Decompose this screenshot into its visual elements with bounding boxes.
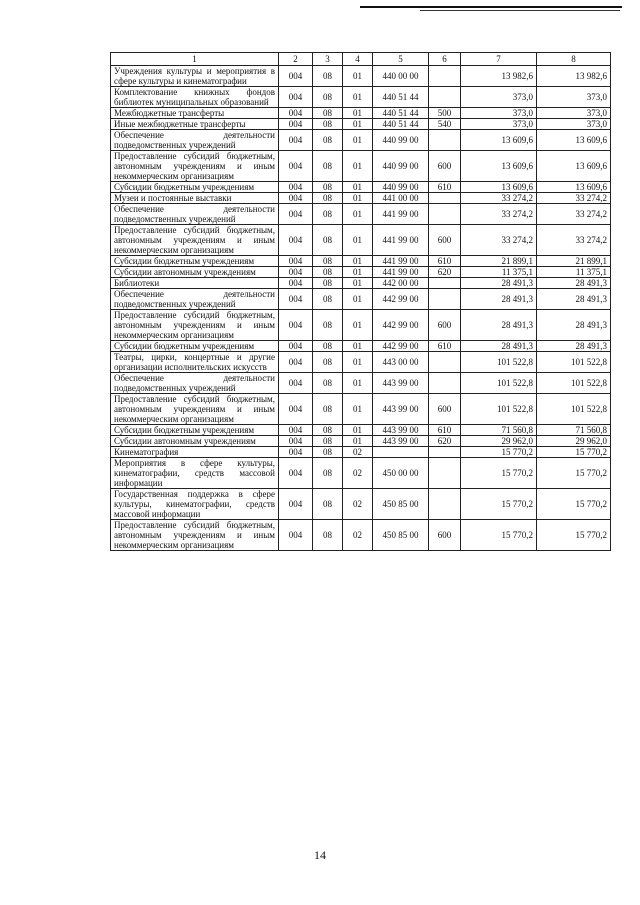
expense-type-cell: 600 [429, 225, 461, 256]
amount-cell: 28 491,3 [461, 341, 537, 352]
row-name: Субсидии бюджетным учреждениям [111, 341, 279, 352]
table-row [111, 310, 611, 341]
section-cell: 08 [313, 225, 343, 256]
code-cell: 004 [279, 256, 313, 267]
subsection-cell: 02 [343, 489, 373, 520]
target-article-cell: 440 51 44 [373, 87, 429, 108]
column-header: 8 [537, 53, 611, 66]
subsection-cell: 01 [343, 289, 373, 310]
target-article-cell: 442 99 00 [373, 310, 429, 341]
section-cell: 08 [313, 520, 343, 551]
row-name: Предоставление субсидий бюджетным, автономным учреждениям и иным некоммерческим организациям [111, 394, 279, 425]
expense-type-cell: 500 [429, 108, 461, 119]
expense-type-cell: 600 [429, 520, 461, 551]
amount-cell: 33 274,2 [461, 204, 537, 225]
subsection-cell: 01 [343, 119, 373, 130]
target-article-cell: 441 00 00 [373, 193, 429, 204]
target-article-cell: 441 99 00 [373, 204, 429, 225]
amount-cell: 13 982,6 [461, 66, 537, 87]
amount-cell: 373,0 [537, 108, 611, 119]
table-row [111, 489, 611, 520]
subsection-cell: 01 [343, 267, 373, 278]
expense-type-cell [429, 447, 461, 458]
amount-cell: 28 491,3 [461, 278, 537, 289]
row-name: Комплектование книжных фондов библиотек муниципальных образований [111, 87, 279, 108]
page-number: 14 [314, 848, 326, 862]
amount-cell: 28 491,3 [537, 289, 611, 310]
amount-cell: 373,0 [537, 87, 611, 108]
amount-cell: 33 274,2 [537, 225, 611, 256]
amount-cell: 33 274,2 [537, 204, 611, 225]
row-name: Иные межбюджетные трансферты [111, 119, 279, 130]
code-cell: 004 [279, 310, 313, 341]
code-cell: 004 [279, 447, 313, 458]
table-row [111, 373, 611, 394]
amount-cell: 71 560,8 [461, 425, 537, 436]
code-cell: 004 [279, 66, 313, 87]
subsection-cell: 01 [343, 130, 373, 151]
row-name: Обеспечение деятельности подведомственных учреждений [111, 373, 279, 394]
subsection-cell: 01 [343, 87, 373, 108]
section-cell: 08 [313, 278, 343, 289]
amount-cell: 33 274,2 [537, 193, 611, 204]
expense-type-cell [429, 66, 461, 87]
section-cell: 08 [313, 436, 343, 447]
code-cell: 004 [279, 520, 313, 551]
row-name: Кинематография [111, 447, 279, 458]
subsection-cell: 01 [343, 225, 373, 256]
table-row [111, 66, 611, 87]
target-article-cell: 443 99 00 [373, 436, 429, 447]
expense-type-cell [429, 130, 461, 151]
row-name: Предоставление субсидий бюджетным, автономным учреждениям и иным некоммерческим организациям [111, 310, 279, 341]
expense-type-cell [429, 458, 461, 489]
target-article-cell: 440 99 00 [373, 182, 429, 193]
code-cell: 004 [279, 204, 313, 225]
expense-type-cell [429, 373, 461, 394]
row-name: Предоставление субсидий бюджетным, автономным учреждениям и иным некоммерческим организациям [111, 225, 279, 256]
section-cell: 08 [313, 182, 343, 193]
subsection-cell: 01 [343, 373, 373, 394]
target-article-cell: 440 99 00 [373, 130, 429, 151]
amount-cell: 13 609,6 [537, 182, 611, 193]
section-cell: 08 [313, 310, 343, 341]
table-row [111, 458, 611, 489]
section-cell: 08 [313, 193, 343, 204]
row-name: Межбюджетные трансферты [111, 108, 279, 119]
row-name: Библиотеки [111, 278, 279, 289]
target-article-cell: 443 99 00 [373, 394, 429, 425]
expense-type-cell [429, 87, 461, 108]
target-article-cell [373, 447, 429, 458]
table-row [111, 182, 611, 193]
amount-cell: 15 770,2 [461, 458, 537, 489]
amount-cell: 21 899,1 [537, 256, 611, 267]
table-row [111, 225, 611, 256]
table-row [111, 436, 611, 447]
table-row [111, 130, 611, 151]
amount-cell: 101 522,8 [537, 352, 611, 373]
amount-cell: 29 962,0 [461, 436, 537, 447]
expense-type-cell: 610 [429, 256, 461, 267]
subsection-cell: 01 [343, 352, 373, 373]
table-body [111, 66, 611, 551]
section-cell: 08 [313, 425, 343, 436]
amount-cell: 15 770,2 [537, 458, 611, 489]
subsection-cell: 01 [343, 108, 373, 119]
table-row [111, 119, 611, 130]
subsection-cell: 01 [343, 425, 373, 436]
subsection-cell: 01 [343, 204, 373, 225]
table-row [111, 341, 611, 352]
row-name: Обеспечение деятельности подведомственных учреждений [111, 289, 279, 310]
target-article-cell: 441 99 00 [373, 225, 429, 256]
code-cell: 004 [279, 193, 313, 204]
column-header: 1 [111, 53, 279, 66]
code-cell: 004 [279, 341, 313, 352]
section-cell: 08 [313, 87, 343, 108]
amount-cell: 101 522,8 [461, 352, 537, 373]
subsection-cell: 01 [343, 66, 373, 87]
amount-cell: 101 522,8 [537, 373, 611, 394]
expense-type-cell: 600 [429, 310, 461, 341]
target-article-cell: 442 99 00 [373, 341, 429, 352]
target-article-cell: 450 85 00 [373, 520, 429, 551]
target-article-cell: 443 99 00 [373, 425, 429, 436]
subsection-cell: 01 [343, 436, 373, 447]
amount-cell: 15 770,2 [537, 489, 611, 520]
table-row [111, 352, 611, 373]
amount-cell: 11 375,1 [461, 267, 537, 278]
target-article-cell: 450 00 00 [373, 458, 429, 489]
expense-type-cell: 600 [429, 394, 461, 425]
subsection-cell: 02 [343, 458, 373, 489]
table-row [111, 193, 611, 204]
subsection-cell: 02 [343, 520, 373, 551]
row-name: Субсидии автономным учреждениям [111, 267, 279, 278]
row-name: Предоставление субсидий бюджетным, автономным учреждениям и иным некоммерческим организациям [111, 520, 279, 551]
code-cell: 004 [279, 130, 313, 151]
section-cell: 08 [313, 352, 343, 373]
target-article-cell: 442 00 00 [373, 278, 429, 289]
table-row [111, 278, 611, 289]
column-header: 6 [429, 53, 461, 66]
target-article-cell: 442 99 00 [373, 289, 429, 310]
amount-cell: 101 522,8 [537, 394, 611, 425]
amount-cell: 28 491,3 [461, 310, 537, 341]
column-header: 4 [343, 53, 373, 66]
column-header: 2 [279, 53, 313, 66]
section-cell: 08 [313, 394, 343, 425]
amount-cell: 28 491,3 [537, 341, 611, 352]
expense-type-cell [429, 352, 461, 373]
amount-cell: 15 770,2 [537, 447, 611, 458]
expense-type-cell [429, 278, 461, 289]
subsection-cell: 01 [343, 341, 373, 352]
code-cell: 004 [279, 87, 313, 108]
amount-cell: 373,0 [461, 87, 537, 108]
section-cell: 08 [313, 256, 343, 267]
subsection-cell: 02 [343, 447, 373, 458]
code-cell: 004 [279, 394, 313, 425]
target-article-cell: 441 99 00 [373, 256, 429, 267]
amount-cell: 21 899,1 [461, 256, 537, 267]
expense-type-cell: 620 [429, 436, 461, 447]
section-cell: 08 [313, 489, 343, 520]
section-cell: 08 [313, 447, 343, 458]
code-cell: 004 [279, 119, 313, 130]
code-cell: 004 [279, 425, 313, 436]
budget-table [110, 52, 611, 551]
table-row [111, 425, 611, 436]
table-row [111, 520, 611, 551]
expense-type-cell: 610 [429, 341, 461, 352]
section-cell: 08 [313, 289, 343, 310]
amount-cell: 11 375,1 [537, 267, 611, 278]
code-cell: 004 [279, 436, 313, 447]
row-name: Обеспечение деятельности подведомственных учреждений [111, 204, 279, 225]
amount-cell: 101 522,8 [461, 394, 537, 425]
amount-cell: 13 609,6 [537, 130, 611, 151]
section-cell: 08 [313, 458, 343, 489]
row-name: Субсидии автономным учреждениям [111, 436, 279, 447]
row-name: Театры, цирки, концертные и другие организации исполнительских искусств [111, 352, 279, 373]
top-rule-thin [420, 10, 620, 11]
section-cell: 08 [313, 267, 343, 278]
row-name: Музеи и постоянные выставки [111, 193, 279, 204]
amount-cell: 101 522,8 [461, 373, 537, 394]
row-name: Субсидии бюджетным учреждениям [111, 425, 279, 436]
code-cell: 004 [279, 489, 313, 520]
amount-cell: 15 770,2 [461, 520, 537, 551]
amount-cell: 13 609,6 [461, 130, 537, 151]
expense-type-cell: 620 [429, 267, 461, 278]
section-cell: 08 [313, 130, 343, 151]
target-article-cell: 441 99 00 [373, 267, 429, 278]
expense-type-cell: 610 [429, 182, 461, 193]
row-name: Субсидии бюджетным учреждениям [111, 256, 279, 267]
amount-cell: 13 609,6 [537, 151, 611, 182]
column-header: 5 [373, 53, 429, 66]
table-row [111, 151, 611, 182]
code-cell: 004 [279, 289, 313, 310]
amount-cell: 71 560,8 [537, 425, 611, 436]
amount-cell: 13 609,6 [461, 182, 537, 193]
table-row [111, 87, 611, 108]
section-cell: 08 [313, 108, 343, 119]
target-article-cell: 440 99 00 [373, 151, 429, 182]
section-cell: 08 [313, 204, 343, 225]
table-row [111, 267, 611, 278]
amount-cell: 29 962,0 [537, 436, 611, 447]
amount-cell: 28 491,3 [537, 278, 611, 289]
amount-cell: 28 491,3 [461, 289, 537, 310]
row-name: Субсидии бюджетным учреждениям [111, 182, 279, 193]
code-cell: 004 [279, 225, 313, 256]
target-article-cell: 443 00 00 [373, 352, 429, 373]
row-name: Обеспечение деятельности подведомственных учреждений [111, 130, 279, 151]
table-row [111, 289, 611, 310]
header-row [111, 53, 611, 66]
column-header: 7 [461, 53, 537, 66]
amount-cell: 13 609,6 [461, 151, 537, 182]
section-cell: 08 [313, 373, 343, 394]
amount-cell: 15 770,2 [461, 489, 537, 520]
target-article-cell: 450 85 00 [373, 489, 429, 520]
expense-type-cell: 600 [429, 151, 461, 182]
table-row [111, 447, 611, 458]
expense-type-cell [429, 204, 461, 225]
section-cell: 08 [313, 151, 343, 182]
code-cell: 004 [279, 278, 313, 289]
amount-cell: 373,0 [461, 119, 537, 130]
subsection-cell: 01 [343, 394, 373, 425]
expense-type-cell [429, 193, 461, 204]
target-article-cell: 440 51 44 [373, 119, 429, 130]
subsection-cell: 01 [343, 278, 373, 289]
section-cell: 08 [313, 341, 343, 352]
target-article-cell: 440 00 00 [373, 66, 429, 87]
amount-cell: 28 491,3 [537, 310, 611, 341]
code-cell: 004 [279, 151, 313, 182]
table-row [111, 256, 611, 267]
code-cell: 004 [279, 267, 313, 278]
code-cell: 004 [279, 182, 313, 193]
amount-cell: 15 770,2 [461, 447, 537, 458]
section-cell: 08 [313, 119, 343, 130]
table-row [111, 394, 611, 425]
subsection-cell: 01 [343, 256, 373, 267]
amount-cell: 33 274,2 [461, 193, 537, 204]
amount-cell: 373,0 [461, 108, 537, 119]
row-name: Государственная поддержка в сфере культуры, кинематографии, средств массовой информации [111, 489, 279, 520]
subsection-cell: 01 [343, 310, 373, 341]
amount-cell: 13 982,6 [537, 66, 611, 87]
expense-type-cell: 540 [429, 119, 461, 130]
amount-cell: 15 770,2 [537, 520, 611, 551]
top-rule [360, 6, 622, 8]
code-cell: 004 [279, 458, 313, 489]
table-row [111, 204, 611, 225]
row-name: Предоставление субсидий бюджетным, автономным учреждениям и иным некоммерческим организациям [111, 151, 279, 182]
table-row [111, 108, 611, 119]
code-cell: 004 [279, 352, 313, 373]
amount-cell: 373,0 [537, 119, 611, 130]
row-name: Мероприятия в сфере культуры, кинематографии, средств массовой информации [111, 458, 279, 489]
expense-type-cell [429, 489, 461, 520]
amount-cell: 33 274,2 [461, 225, 537, 256]
code-cell: 004 [279, 108, 313, 119]
subsection-cell: 01 [343, 193, 373, 204]
expense-type-cell [429, 289, 461, 310]
target-article-cell: 440 51 44 [373, 108, 429, 119]
target-article-cell: 443 99 00 [373, 373, 429, 394]
row-name: Учреждения культуры и мероприятия в сфере культуры и кинематографии [111, 66, 279, 87]
code-cell: 004 [279, 373, 313, 394]
section-cell: 08 [313, 66, 343, 87]
subsection-cell: 01 [343, 151, 373, 182]
column-header: 3 [313, 53, 343, 66]
subsection-cell: 01 [343, 182, 373, 193]
expense-type-cell: 610 [429, 425, 461, 436]
